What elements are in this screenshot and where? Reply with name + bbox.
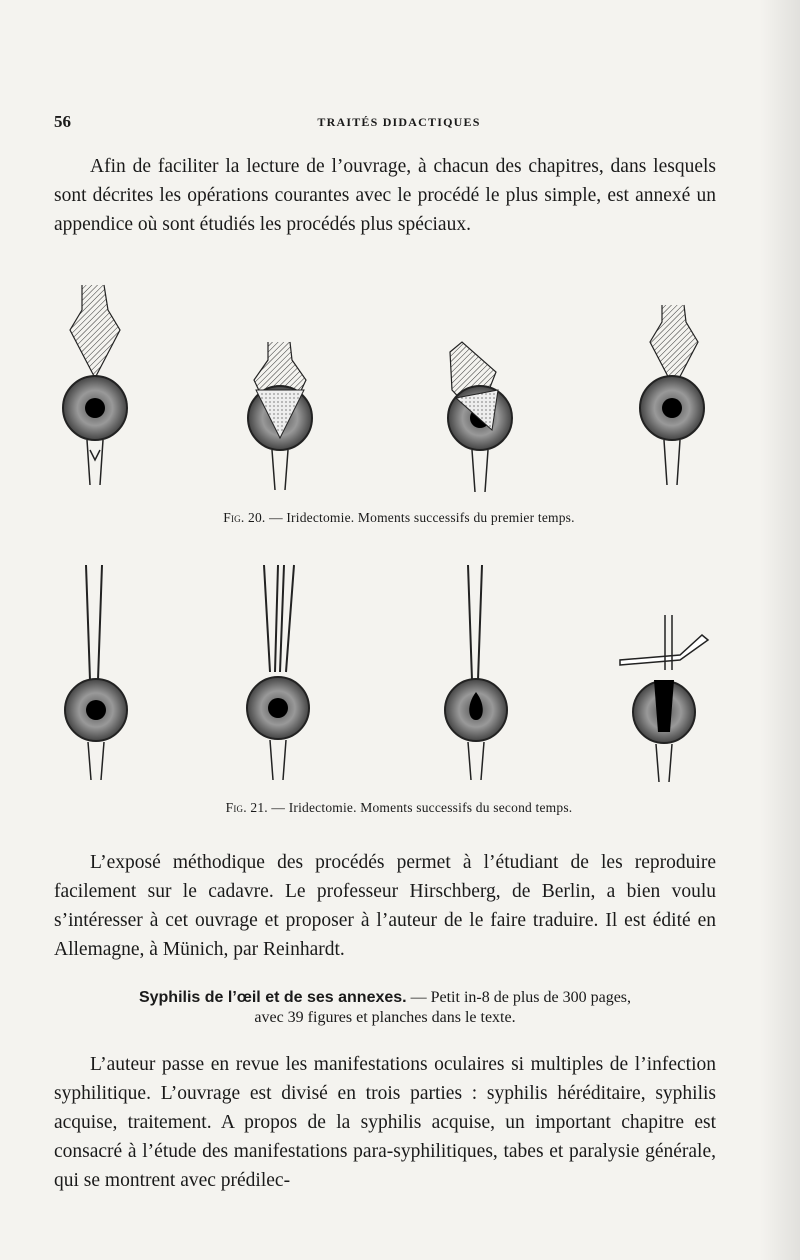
eye-illustration-2 [248, 342, 312, 490]
figure-20-illustration [40, 280, 740, 500]
figure-20-caption [54, 510, 744, 526]
figure-20-text: — Iridectomie. Moments successifs du premier temps. [269, 510, 575, 525]
book-details-line-1: — Petit in-8 de plus de 300 pages, [410, 989, 632, 1006]
running-title: TRAITÉS DIDACTIQUES [317, 115, 481, 129]
eye-illustration-5 [65, 565, 127, 780]
eye-illustration-1 [63, 285, 127, 485]
eye-illustration-8 [620, 615, 708, 782]
expose-paragraph: L’exposé méthodique des procédés permet à l’étudiant de les reproduire facilement sur le cadavre. Le professeur Hirschberg, de Berlin, a bien voulu s’intéresser à cet ouvrage et proposer à l’auteur de le faire traduire. Il est édité en Allemagne, à Münich, par Reinhardt. [54, 852, 716, 960]
eye-illustration-7 [445, 565, 507, 780]
figure-21-caption [54, 800, 744, 816]
eye-illustration-4 [640, 305, 704, 485]
figure-20-label: Fig. 20. [223, 510, 266, 525]
book-details-line-2: avec 39 figures et planches dans le texte. [254, 1009, 516, 1026]
page-shadow [760, 0, 800, 1260]
intro-paragraph: Afin de faciliter la lecture de l’ouvrage, à chacun des chapitres, dans lesquels sont décrites les opérations courantes avec le procédé le plus simple, est annexé un appendice où sont étudiés les procédés plus spéciaux. [54, 156, 716, 235]
book-entry-heading [54, 988, 716, 1028]
eye-illustration-6 [247, 565, 309, 780]
running-head [54, 112, 744, 136]
figure-21-label: Fig. 21. [225, 800, 268, 815]
figure-21-text: — Iridectomie. Moments successifs du second temps. [271, 800, 573, 815]
eye-illustration-3 [448, 342, 512, 492]
book-title: Syphilis de l’œil et de ses annexes. [138, 989, 407, 1006]
page-number: 56 [54, 112, 71, 131]
figure-21-illustration [40, 560, 740, 790]
syphilis-paragraph: L’auteur passe en revue les manifestations oculaires si multiples de l’infection syphilitique. L’ouvrage est divisé en trois parties : syphilis héréditaire, syphilis acquise, traitement. A propos de la syphilis acquise, un important chapitre est consacré à l’étude des manifestations para-syphilitiques, tabes et paralysie générale, qui se montrent avec prédilec- [54, 1054, 716, 1191]
